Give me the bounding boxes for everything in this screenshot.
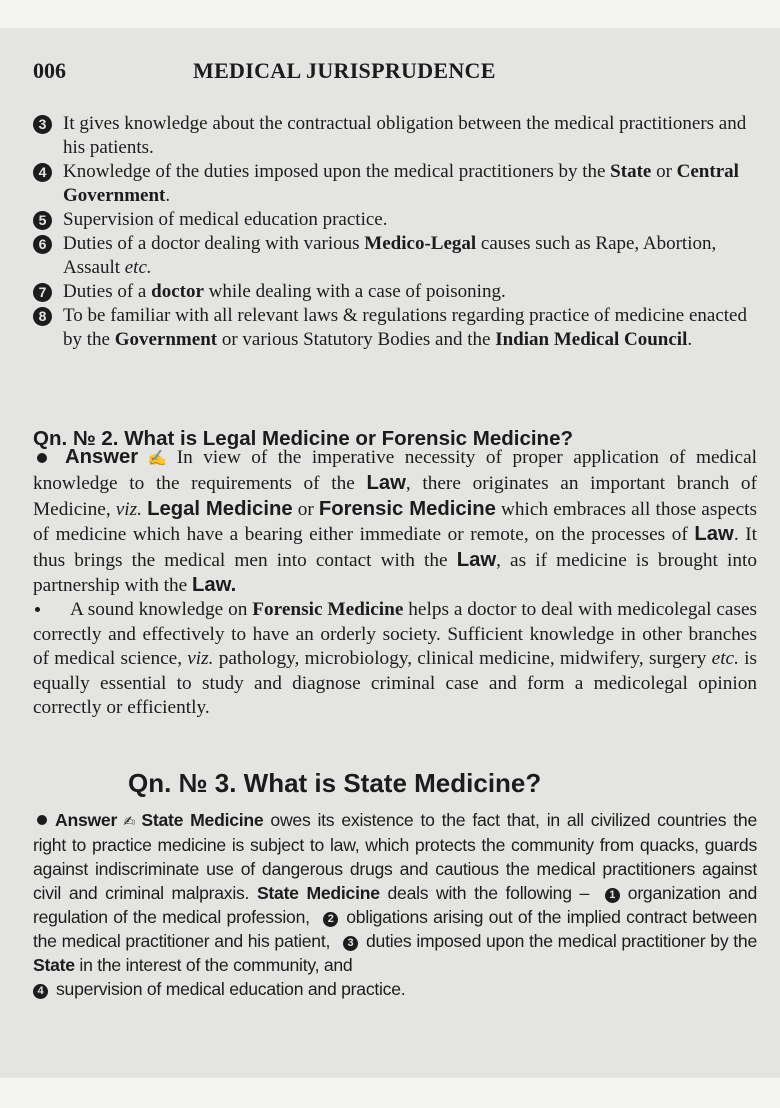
text-run: obligations arising out of the implied contract between the medical practitioner and his patient, xyxy=(33,907,757,951)
text-run: Duties of a xyxy=(63,281,152,302)
text-run: or xyxy=(651,161,677,182)
emphasized-text: doctor xyxy=(151,281,204,302)
answer-label: Answer xyxy=(55,810,118,830)
emphasized-text: State xyxy=(610,161,652,182)
list-item xyxy=(33,304,757,352)
text-run: Duties of a doctor dealing with various xyxy=(63,233,365,254)
list-item xyxy=(33,112,757,160)
text-run: Knowledge of the duties imposed upon the medical practitioners by the xyxy=(63,161,611,182)
importance-list xyxy=(33,112,757,352)
page-number: 006 xyxy=(33,58,66,83)
emphasized-text: etc. xyxy=(711,648,739,670)
text-run: duties imposed upon the medical practitioner by the xyxy=(366,931,757,951)
text-run: causes such as Rape, Abortion, Assault xyxy=(63,233,717,278)
bullet-icon xyxy=(37,453,47,463)
bullet-icon xyxy=(35,607,40,612)
text-run: , as if medicine is brought into partnership with the xyxy=(33,549,757,597)
text-run: is equally essential to study and diagnose criminal case and form a medicolegal opinion correctly or efficiently. xyxy=(33,648,757,719)
question-2-answer xyxy=(33,445,757,720)
text-run: . It thus brings the medical men into contact with the xyxy=(33,524,758,571)
emphasized-text: State Medicine xyxy=(141,810,264,830)
number-4-icon: 4 xyxy=(33,163,52,182)
number-4-icon: 4 xyxy=(33,984,48,999)
list-item xyxy=(33,208,757,232)
answer-paragraph xyxy=(33,808,757,977)
final-item-text: supervision of medical education and practice. xyxy=(56,979,406,999)
number-2-icon: 2 xyxy=(323,912,338,927)
emphasized-text: Law. xyxy=(192,574,237,597)
emphasized-text: Legal Medicine xyxy=(147,497,293,520)
number-6-icon: 6 xyxy=(33,235,52,254)
emphasized-text: viz. xyxy=(187,648,214,670)
list-item xyxy=(33,160,757,208)
number-8-icon: 8 xyxy=(33,307,52,326)
emphasized-text: Medico-Legal xyxy=(364,233,477,254)
emphasized-text: Forensic Medicine xyxy=(252,599,404,621)
text-run: . xyxy=(687,329,693,350)
emphasized-text: Law xyxy=(366,472,406,495)
list-item xyxy=(33,280,757,304)
answer-paragraph xyxy=(33,598,757,720)
text-run: in the interest of the community, and xyxy=(74,955,353,975)
final-item xyxy=(33,977,757,1001)
text-run: organization and regulation of the medical profession, xyxy=(33,883,757,927)
emphasized-text: State xyxy=(33,955,75,975)
emphasized-text: State Medicine xyxy=(256,883,380,903)
bullet-icon xyxy=(37,815,47,825)
emphasized-text: viz. xyxy=(115,498,142,520)
text-run: pathology, microbiology, clinical medicine, midwifery, surgery xyxy=(213,648,712,670)
text-run: deals with the following – xyxy=(379,883,597,903)
number-3-icon: 3 xyxy=(33,115,52,134)
text-run: , there originates an important branch of Medicine, xyxy=(33,473,757,520)
text-run: In view of the imperative necessity of proper application of medical knowledge to the requirements of the xyxy=(33,447,757,495)
number-1-icon: 1 xyxy=(605,888,620,903)
text-run: or various Statutory Bodies and the xyxy=(217,329,496,350)
emphasized-text: Law xyxy=(694,523,734,546)
text-run: . xyxy=(165,185,171,206)
emphasized-text: Central Government xyxy=(63,161,739,206)
question-3-heading: Qn. № 3. What is State Medicine? xyxy=(128,768,542,798)
number-7-icon: 7 xyxy=(33,283,52,302)
text-run: or xyxy=(292,498,319,520)
list-item xyxy=(33,232,757,280)
number-3-icon: 3 xyxy=(343,936,358,951)
answer-label: Answer xyxy=(65,446,139,468)
emphasized-text: Indian Medical Council xyxy=(495,329,688,350)
emphasized-text: Forensic Medicine xyxy=(318,497,496,520)
text-run: Supervision of medical education practice. xyxy=(63,209,388,230)
emphasized-text: Government xyxy=(114,329,218,350)
emphasized-text: etc. xyxy=(124,257,152,278)
text-run: A sound knowledge on xyxy=(70,599,253,621)
text-run: while dealing with a case of poisoning. xyxy=(203,281,506,302)
question-2-heading: Qn. № 2. What is Legal Medicine or Forensic Medicine? xyxy=(33,427,574,450)
text-run: It gives knowledge about the contractual obligation between the medical practitioners and his patients. xyxy=(63,113,747,158)
page-header xyxy=(33,58,757,88)
text-run: To be familiar with all relevant laws & regulations regarding practice of medicine enacted by the xyxy=(63,305,747,350)
question-3-answer xyxy=(33,808,757,1001)
text-run: which embraces all those aspects of medicine which have a bearing either immediate or remote, on the processes of xyxy=(33,498,757,546)
running-title: MEDICAL JURISPRUDENCE xyxy=(193,58,496,83)
answer-paragraph xyxy=(33,445,757,598)
emphasized-text: Law xyxy=(456,548,497,571)
writing-hand-icon: ✍ xyxy=(121,813,138,829)
writing-hand-icon: ✍ xyxy=(142,450,173,467)
text-run: owes its existence to the fact that, in all civilized countries the right to practice medicine is subject to law, which protects the community from quacks, guards against indiscriminate use of dangerous drugs and cautious the medical practitioners against civil and criminal malpraxis. xyxy=(33,810,757,903)
number-5-icon: 5 xyxy=(33,211,52,230)
text-run: helps a doctor to deal with medicolegal cases correctly and effectively to have an orderly society. Sufficient knowledge in other branches of medical science, xyxy=(33,599,758,670)
